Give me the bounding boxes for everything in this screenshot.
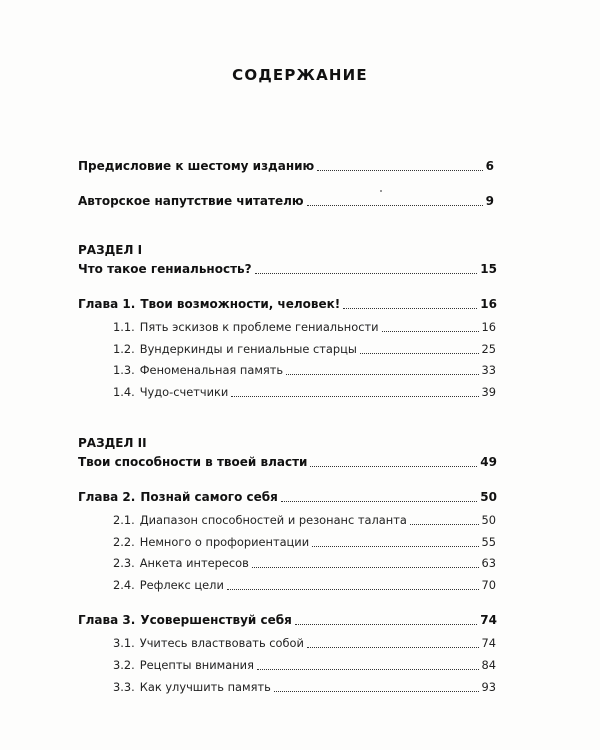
toc-entry-page: 50 bbox=[481, 513, 496, 527]
toc-entry-text: Учитесь властвовать собой bbox=[139, 636, 304, 650]
dot-leader bbox=[255, 273, 478, 274]
toc-entry-text: Твои возможности, человек! bbox=[140, 297, 341, 311]
page-title: СОДЕРЖАНИЕ bbox=[232, 66, 368, 84]
dot-leader bbox=[252, 567, 479, 568]
chapter-number: Глава 3. bbox=[78, 613, 136, 627]
subentry-number: 1.2. bbox=[113, 342, 135, 356]
subentry-number: 2.1. bbox=[113, 513, 135, 527]
toc-entry-page: 16 bbox=[480, 297, 497, 311]
toc-section-title bbox=[78, 455, 497, 470]
toc-entry-text: Немного о профориентации bbox=[139, 535, 310, 549]
dot-leader bbox=[343, 308, 477, 309]
toc-subentry bbox=[113, 342, 496, 357]
dot-leader bbox=[410, 524, 479, 525]
toc-entry-text: Рецепты внимания bbox=[139, 658, 254, 672]
toc-subentry bbox=[113, 636, 496, 651]
toc-subentry bbox=[113, 513, 496, 528]
subentry-number: 3.1. bbox=[113, 636, 135, 650]
toc-entry-page: 15 bbox=[480, 262, 497, 276]
toc-entry-page: 33 bbox=[481, 363, 496, 377]
dot-leader bbox=[382, 331, 479, 332]
toc-entry-page: 84 bbox=[481, 658, 496, 672]
chapter-number: Глава 1. bbox=[78, 297, 136, 311]
dot-leader bbox=[317, 170, 482, 171]
toc-subentry bbox=[113, 680, 496, 695]
toc-subentry bbox=[113, 535, 496, 550]
subentry-number: 2.4. bbox=[113, 578, 135, 592]
section-label: РАЗДЕЛ II bbox=[78, 436, 147, 450]
toc-entry-text: Что такое гениальность? bbox=[78, 262, 252, 276]
toc-chapter bbox=[78, 297, 497, 312]
dot-leader bbox=[231, 396, 478, 397]
toc-subentry bbox=[113, 320, 496, 335]
toc-entry-page: 6 bbox=[485, 159, 494, 173]
toc-entry-page: 50 bbox=[480, 490, 497, 504]
dot-leader bbox=[307, 205, 483, 206]
chapter-number: Глава 2. bbox=[78, 490, 136, 504]
toc-section-title bbox=[78, 262, 497, 277]
toc-entry-text: Рефлекс цели bbox=[139, 578, 224, 592]
toc-entry-text: Твои способности в твоей власти bbox=[78, 455, 308, 469]
toc-entry-page: 25 bbox=[481, 342, 496, 356]
subentry-number: 1.4. bbox=[113, 385, 135, 399]
toc-subentry bbox=[113, 385, 496, 400]
subentry-number: 2.2. bbox=[113, 535, 135, 549]
toc-subentry bbox=[113, 578, 496, 593]
dot-leader bbox=[360, 353, 479, 354]
toc-chapter bbox=[78, 490, 497, 505]
toc-entry-preface bbox=[78, 159, 494, 174]
toc-entry-author-note bbox=[78, 194, 494, 209]
toc-entry-text: Вундеркинды и гениальные старцы bbox=[139, 342, 357, 356]
dot-leader bbox=[257, 669, 479, 670]
toc-entry-page: 55 bbox=[481, 535, 496, 549]
dot-leader bbox=[295, 624, 477, 625]
toc-entry-text: Познай самого себя bbox=[140, 490, 278, 504]
toc-entry-page: 49 bbox=[480, 455, 497, 469]
subentry-number: 3.2. bbox=[113, 658, 135, 672]
dot-leader bbox=[286, 374, 478, 375]
toc-entry-page: 70 bbox=[481, 578, 496, 592]
toc-entry-page: 63 bbox=[481, 556, 496, 570]
toc-entry-text: Феноменальная память bbox=[139, 363, 284, 377]
subentry-number: 1.1. bbox=[113, 320, 135, 334]
toc-subentry bbox=[113, 556, 496, 571]
toc-entry-text: Как улучшить память bbox=[139, 680, 271, 694]
toc-entry-page: 74 bbox=[480, 613, 497, 627]
toc-entry-text: Диапазон способностей и резонанс таланта bbox=[139, 513, 407, 527]
toc-entry-text: Усовершенствуй себя bbox=[140, 613, 292, 627]
toc-entry-text: Предисловие к шестому изданию bbox=[78, 159, 315, 173]
dot-leader bbox=[274, 691, 479, 692]
subentry-number: 1.3. bbox=[113, 363, 135, 377]
dot-leader bbox=[307, 647, 479, 648]
subentry-number: 3.3. bbox=[113, 680, 135, 694]
toc-entry-page: 9 bbox=[485, 194, 494, 208]
toc-entry-page: 39 bbox=[481, 385, 496, 399]
toc-entry-text: Анкета интересов bbox=[139, 556, 249, 570]
toc-entry-text: Чудо-счетчики bbox=[139, 385, 229, 399]
dot-leader bbox=[227, 589, 479, 590]
toc-entry-page: 16 bbox=[481, 320, 496, 334]
dot-leader bbox=[281, 501, 477, 502]
dot-leader bbox=[310, 466, 477, 467]
section-label: РАЗДЕЛ I bbox=[78, 243, 143, 257]
dot-leader bbox=[312, 546, 478, 547]
toc-entry-text: Пять эскизов к проблеме гениальности bbox=[139, 320, 379, 334]
toc-chapter bbox=[78, 613, 497, 628]
toc-subentry bbox=[113, 658, 496, 673]
toc-subentry bbox=[113, 363, 496, 378]
toc-entry-page: 93 bbox=[481, 680, 496, 694]
subentry-number: 2.3. bbox=[113, 556, 135, 570]
paper-speck bbox=[380, 190, 382, 192]
toc-entry-text: Авторское напутствие читателю bbox=[78, 194, 304, 208]
toc-entry-page: 74 bbox=[481, 636, 496, 650]
